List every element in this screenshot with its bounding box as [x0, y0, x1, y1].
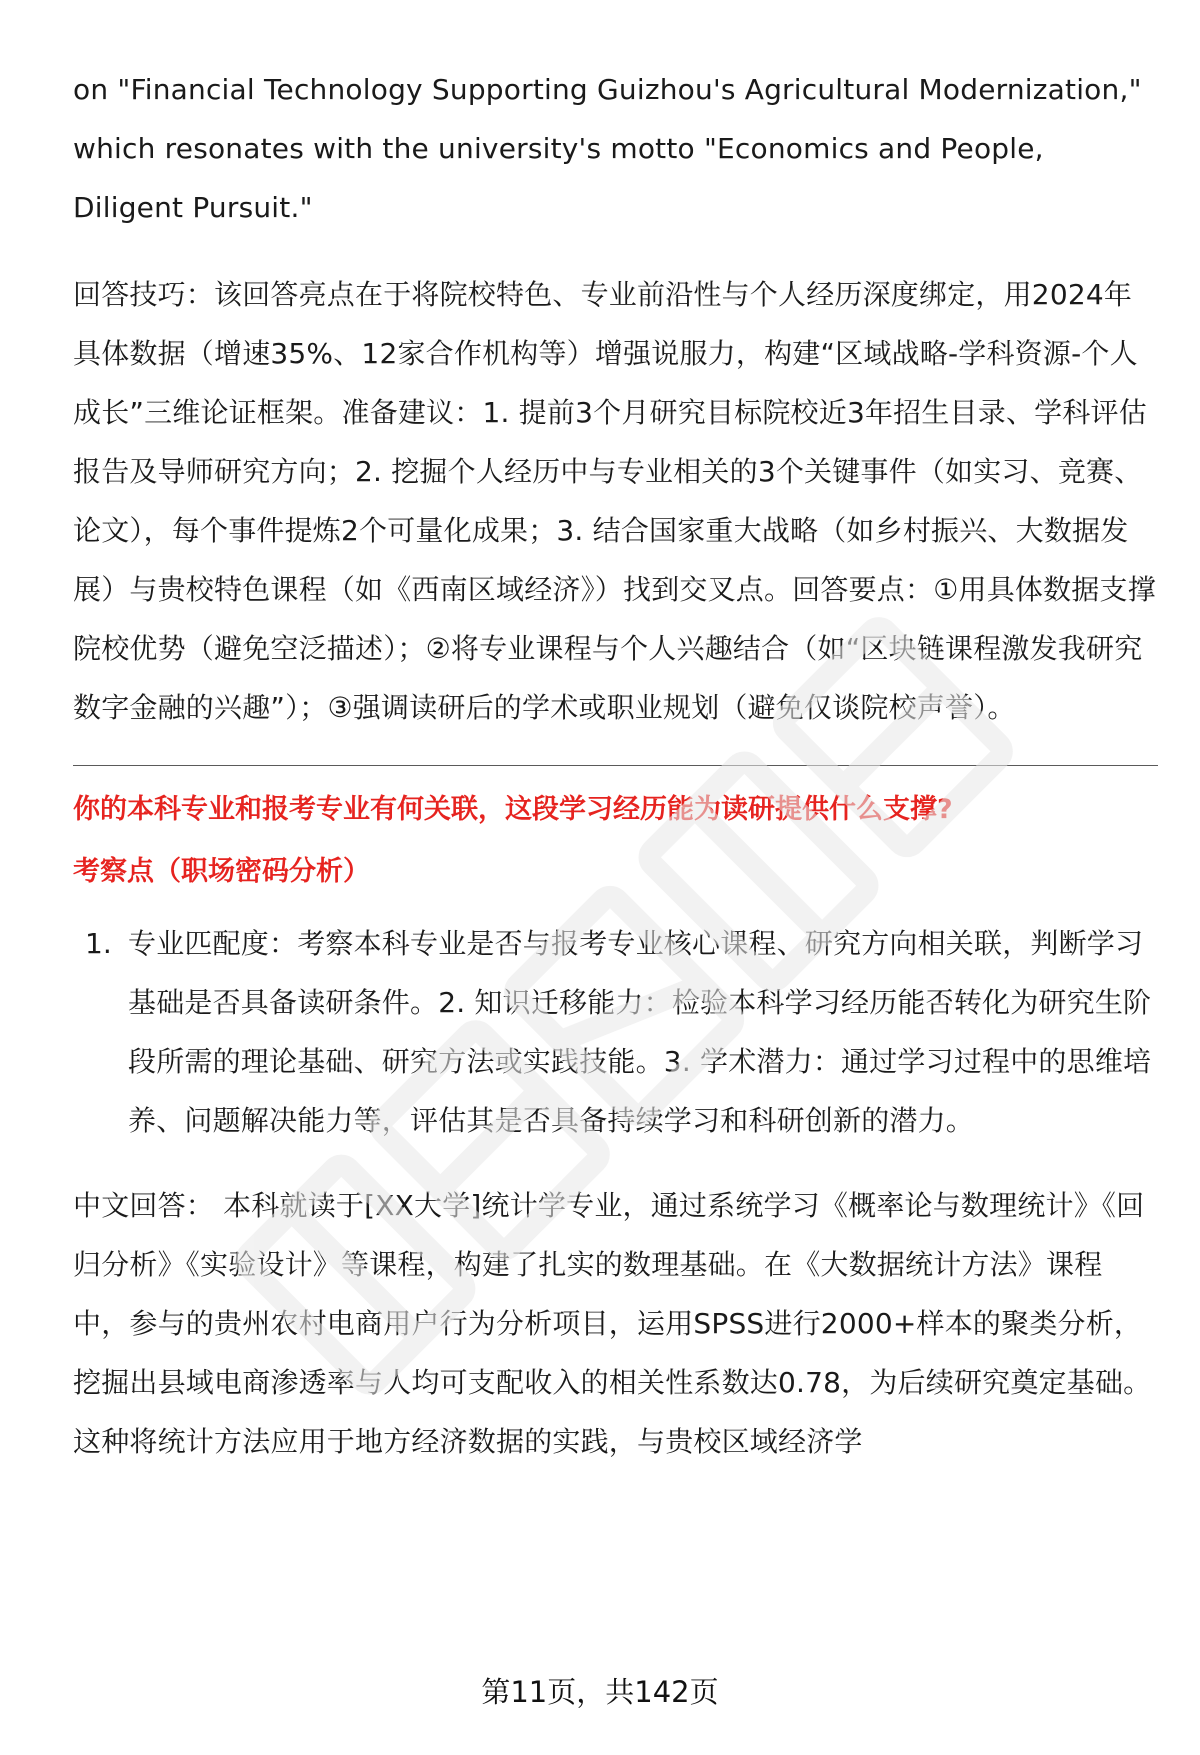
- list-item-text: 专业匹配度：考察本科专业是否与报考专业核心课程、研究方向相关联，判断学习基础是否具备读研条件。2. 知识迁移能力：检验本科学习经历能否转化为研究生阶段所需的理论基础、研究方法或实践技能。3. 学术潜力：通过学习过程中的思维培养、问题解决能力等，评估其是否具备持续学习和科研创新的潜力。: [128, 927, 1152, 1137]
- page-number-footer: 第11页，共142页: [481, 1675, 719, 1709]
- chinese-answer-paragraph: 中文回答： 本科就读于[XX大学]统计学专业，通过系统学习《概率论与数理统计》《回归分析》《实验设计》等课程，构建了扎实的数理基础。在《大数据统计方法》课程中，参与的贵州农村电商用户行为分析项目，运用SPSS进行2000+样本的聚类分析，挖掘出县域电商渗透率与人均可支配收入的相关性系数达0.78，为后续研究奠定基础。这种将统计方法应用于地方经济数据的实践，与贵校区域经济学: [73, 1189, 1152, 1458]
- assessment-subheading: 考察点（职场密码分析）: [73, 856, 370, 887]
- assessment-list: [73, 914, 1158, 1150]
- answer-tips-paragraph: 回答技巧：该回答亮点在于将院校特色、专业前沿性与个人经历深度绑定，用2024年具体数据（增速35%、12家合作机构等）增强说服力，构建“区域战略-学科资源-个人成长”三维论证框架。准备建议：1. 提前3个月研究目标院校近3年招生目录、学科评估报告及导师研究方向；2. 挖掘个人经历中与专业相关的3个关键事件（如实习、竞赛、论文），每个事件提炼2个可量化成果；3. 结合国家重大战略（如乡村振兴、大数据发展）与贵校特色课程（如《西南区域经济》）找到交叉点。回答要点：①用具体数据支撑院校优势（避免空泛描述）；②将专业课程与个人兴趣结合（如“区块链课程激发我研究数字金融的兴趣”）；③强调读研后的学术或职业规划（避免仅谈院校声誉）。: [73, 278, 1156, 724]
- list-number: 1.: [85, 927, 112, 960]
- section-divider: [73, 765, 1158, 766]
- document-page: [73, 60, 1158, 1471]
- question-heading: 你的本科专业和报考专业有何关联，这段学习经历能为读研提供什么支撑?: [73, 794, 953, 825]
- english-answer-paragraph: on "Financial Technology Supporting Guizhou's Agricultural Modernization," which resonates with the university's motto "Economics and People, Diligent Pursuit.": [73, 73, 1142, 224]
